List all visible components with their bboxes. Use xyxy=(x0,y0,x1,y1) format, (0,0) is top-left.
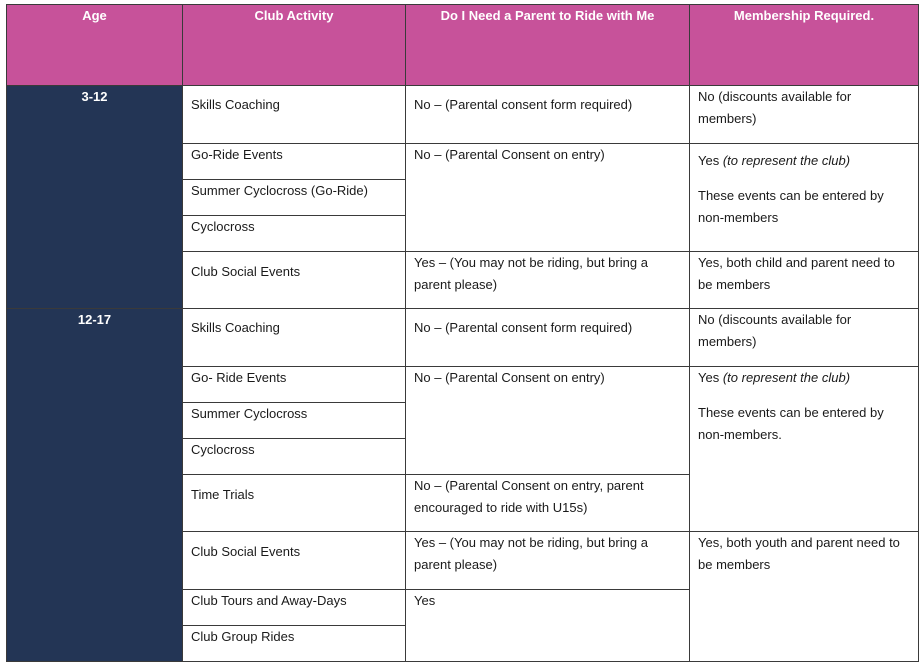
activity-label: Club Social Events xyxy=(191,544,301,559)
membership-cell xyxy=(690,367,919,532)
age-group-3-12: 3-12 xyxy=(7,86,183,309)
membership-cell xyxy=(690,532,919,662)
activity-label: Cyclocross xyxy=(191,442,255,457)
membership-yes: Yes xyxy=(698,153,720,168)
parent-cell xyxy=(406,86,690,144)
header-age: Age xyxy=(7,5,183,86)
parent-cell xyxy=(406,475,690,532)
activity-cell xyxy=(183,590,406,626)
parent-text: Yes xyxy=(414,593,436,608)
activity-cell xyxy=(183,180,406,216)
membership-text: No (discounts available for members) xyxy=(698,89,852,126)
activity-cell xyxy=(183,86,406,144)
parent-cell xyxy=(406,367,690,475)
activity-cell xyxy=(183,532,406,590)
activity-cell xyxy=(183,367,406,403)
activity-label: Time Trials xyxy=(191,487,255,502)
membership-italic-note: (to represent the club) xyxy=(722,370,851,385)
spacer xyxy=(690,389,918,402)
activity-cell xyxy=(183,439,406,475)
header-club-activity: Club Activity xyxy=(183,5,406,86)
parent-text: Yes – (You may not be riding, but bring a parent please) xyxy=(414,255,648,292)
activity-label: Go- Ride Events xyxy=(191,370,287,385)
membership-text: Yes, both youth and parent need to be members xyxy=(698,535,900,572)
parent-cell xyxy=(406,252,690,309)
activity-label: Go-Ride Events xyxy=(191,147,283,162)
activity-cell xyxy=(183,252,406,309)
membership-text xyxy=(690,367,918,389)
activity-cell xyxy=(183,626,406,662)
parent-cell xyxy=(406,309,690,367)
membership-note: These events can be entered by non-members. xyxy=(698,405,884,442)
header-parent: Do I Need a Parent to Ride with Me xyxy=(406,5,690,86)
activity-label: Club Tours and Away-Days xyxy=(191,593,347,608)
activity-label: Club Group Rides xyxy=(191,629,295,644)
age-group-12-17: 12-17 xyxy=(7,309,183,662)
activity-label: Summer Cyclocross (Go-Ride) xyxy=(191,183,368,198)
parent-text: No – (Parental Consent on entry) xyxy=(414,147,605,162)
membership-yes: Yes xyxy=(698,370,720,385)
parent-cell xyxy=(406,590,690,662)
activity-label: Cyclocross xyxy=(191,219,255,234)
activity-label: Club Social Events xyxy=(191,264,301,279)
membership-cell xyxy=(690,144,919,252)
activity-label: Summer Cyclocross xyxy=(191,406,308,421)
activity-cell xyxy=(183,144,406,180)
membership-note: These events can be entered by non-members xyxy=(698,188,884,225)
parent-cell xyxy=(406,532,690,590)
table-row xyxy=(7,309,919,367)
activity-cell xyxy=(183,216,406,252)
membership-text: No (discounts available for members) xyxy=(698,312,852,349)
parent-text: No – (Parental consent form required) xyxy=(414,320,633,335)
activity-label: Skills Coaching xyxy=(191,320,280,335)
activity-cell xyxy=(183,475,406,532)
membership-cell xyxy=(690,252,919,309)
membership-text xyxy=(690,144,918,172)
header-row xyxy=(7,5,919,86)
parent-text: Yes – (You may not be riding, but bring a parent please) xyxy=(414,535,648,572)
membership-cell xyxy=(690,309,919,367)
table-row xyxy=(7,86,919,144)
activity-label: Skills Coaching xyxy=(191,97,280,112)
parent-text: No – (Parental consent form required) xyxy=(414,97,633,112)
membership-text: Yes, both child and parent need to be members xyxy=(698,255,895,292)
activity-cell xyxy=(183,309,406,367)
activity-cell xyxy=(183,403,406,439)
parent-text: No – (Parental Consent on entry, parent encouraged to ride with U15s) xyxy=(414,478,644,515)
parent-text: No – (Parental Consent on entry) xyxy=(414,370,605,385)
header-membership: Membership Required. xyxy=(690,5,919,86)
membership-table xyxy=(6,4,919,662)
parent-cell xyxy=(406,144,690,252)
spacer xyxy=(690,172,918,185)
membership-italic-note: (to represent the club) xyxy=(722,153,851,168)
membership-cell xyxy=(690,86,919,144)
